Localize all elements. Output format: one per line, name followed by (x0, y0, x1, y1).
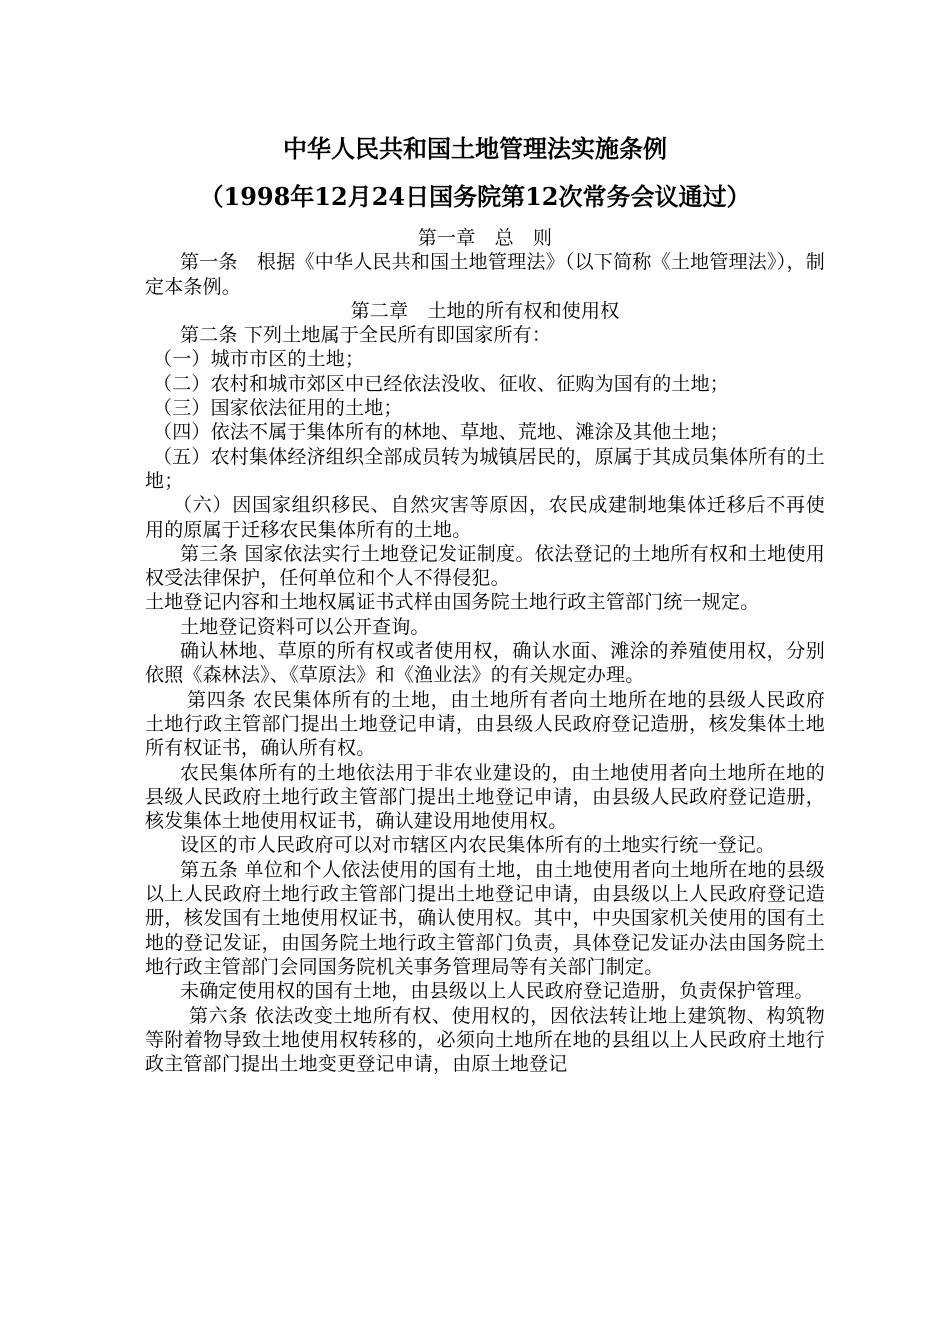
article-paragraph: 设区的市人民政府可以对市辖区内农民集体所有的土地实行统一登记。 (180, 834, 776, 857)
article-paragraph: 农民集体所有的土地依法用于非农业建设的，由土地使用者向土地所在地的县级人民政府土地行政主管部门提出土地登记申请，由县级人民政府登记造册，核发集体土地使用权证书，确认建设用地使用权。 (145, 761, 825, 833)
article-paragraph: 土地登记资料可以公开查询。 (180, 615, 430, 638)
article-paragraph: 第二条 下列土地属于全民所有即国家所有： (180, 324, 552, 347)
article-paragraph: 未确定使用权的国有土地，由县级以上人民政府登记造册，负责保护管理。 (180, 980, 814, 1003)
list-item: （二）农村和城市郊区中已经依法没收、征收、征购为国有的土地； (153, 372, 730, 395)
article-paragraph: 第五条 单位和个人依法使用的国有土地，由土地使用者向土地所在地的县级以上人民政府土地行政主管部门提出土地登记申请，由县级以上人民政府登记造册，核发国有土地使用权证书，确认使用权。其中，中央国家机关使用的国有土地的登记发证，由国务院土地行政主管部门负责，具体登记发证办法由国务院土地行政主管部门会同国务院机关事务管理局等有关部门制定。 (145, 858, 825, 978)
list-item: （六）因国家组织移民、自然灾害等原因，农民成建制地集体迁移后不再使用的原属于迁移农民集体所有的土地。 (145, 494, 825, 541)
document-body (145, 226, 825, 1076)
article-paragraph: 第四条 农民集体所有的土地，由土地所有者向土地所在地的县级人民政府土地行政主管部门提出土地登记申请，由县级人民政府登记造册，核发集体土地所有权证书，确认所有权。 (145, 688, 825, 760)
document-subtitle: （1998年12月24日国务院第12次常务会议通过） (199, 182, 751, 211)
article-paragraph: 第三条 国家依法实行土地登记发证制度。依法登记的土地所有权和土地使用权受法律保护，任何单位和个人不得侵犯。 (145, 542, 825, 590)
list-item: （三）国家依法征用的土地； (153, 397, 403, 420)
list-item: （一）城市市区的土地； (153, 348, 365, 371)
article-paragraph: 土地登记内容和土地权属证书式样由国务院土地行政主管部门统一规定。 (145, 591, 760, 614)
article-paragraph: 确认林地、草原的所有权或者使用权，确认水面、滩涂的养殖使用权，分别依照《森林法》、《草原法》和《渔业法》的有关规定办理。 (145, 640, 825, 687)
list-item: （五）农村集体经济组织全部成员转为城镇居民的，原属于其成员集体所有的土地； (145, 445, 826, 492)
list-item: （四）依法不属于集体所有的林地、草地、荒地、滩涂及其他土地； (153, 421, 730, 444)
document-title: 中华人民共和国土地管理法实施条例 (283, 134, 667, 163)
article-paragraph: 第六条 依法改变土地所有权、使用权的，因依法转让地上建筑物、构筑物等附着物导致土地使用权转移的，必须向土地所在地的县组以上人民政府土地行政主管部门提出土地变更登记申请，由原土地登记 (145, 1004, 825, 1076)
chapter-heading: 第一章 总 则 (417, 227, 553, 249)
chapter-heading: 第二章 土地的所有权和使用权 (350, 299, 620, 322)
article-paragraph: 第一条 根据《中华人民共和国土地管理法》（以下简称《土地管理法》），制定本条例。 (145, 251, 825, 298)
